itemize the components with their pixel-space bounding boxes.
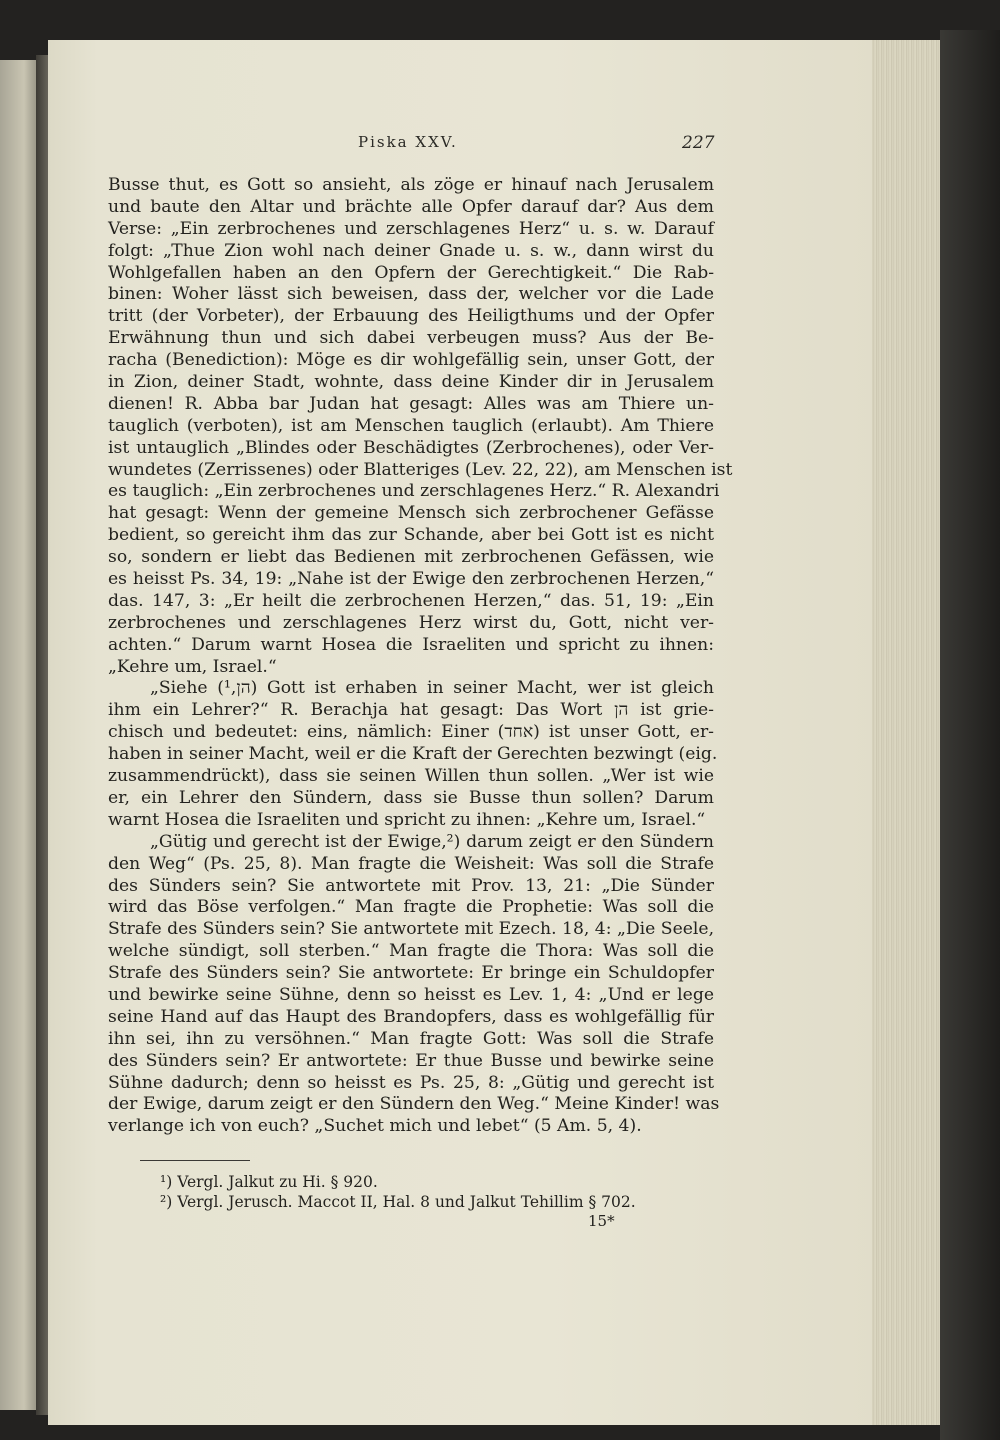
- text-line: ihm ein Lehrer?“ R. Berachja hat gesagt: Das Wort הן ist grie-: [108, 700, 714, 721]
- text-line: bedient, so gereicht ihm das zur Schande, aber bei Gott ist es nicht: [108, 525, 714, 546]
- body-text: [108, 175, 733, 1138]
- text-line: und bewirke seine Sühne, denn so heisst es Lev. 1, 4: „Und er lege: [108, 984, 714, 1005]
- text-line: welche sündigt, soll sterben.“ Man fragte die Thora: Was soll die: [108, 941, 714, 962]
- footnotes: [160, 1172, 636, 1212]
- text-line: „Gütig und gerecht ist der Ewige,²) darum zeigt er den Sündern: [150, 831, 714, 852]
- text-line: es tauglich: „Ein zerbrochenes und zerschlagenes Herz.“ R. Alexandri: [108, 481, 720, 502]
- text-line: binen: Woher lässt sich beweisen, dass der, welcher vor die Lade: [108, 284, 714, 305]
- text-line: seine Hand auf das Haupt des Brandopfers, dass es wohlgefällig für: [108, 1006, 714, 1027]
- footnote: ¹) Vergl. Jalkut zu Hi. § 920.: [160, 1173, 378, 1191]
- text-line: es heisst Ps. 34, 19: „Nahe ist der Ewige den zerbrochenen Herzen,“: [108, 569, 714, 590]
- text-line: und baute den Altar und brächte alle Opfer darauf dar? Aus dem: [108, 196, 714, 217]
- text-line: zerbrochenes und zerschlagenes Herz wirst du, Gott, nicht ver-: [108, 612, 714, 633]
- footnote-rule: [140, 1160, 250, 1161]
- text-line: folgt: „Thue Zion wohl nach deiner Gnade u. s. w., dann wirst du: [108, 240, 714, 261]
- text-line: er, ein Lehrer den Sündern, dass sie Busse thun sollen? Darum: [108, 787, 714, 808]
- text-line: Strafe des Sünders sein? Sie antwortete mit Ezech. 18, 4: „Die Seele,: [108, 919, 715, 940]
- text-line: hat gesagt: Wenn der gemeine Mensch sich zerbrochener Gefässe: [108, 503, 714, 524]
- text-line: Wohlgefallen haben an den Opfern der Gerechtigkeit.“ Die Rab-: [108, 262, 714, 283]
- book-cover-edge: [940, 30, 1000, 1440]
- text-line: Verse: „Ein zerbrochenes und zerschlagenes Herz“ u. s. w. Darauf: [108, 218, 714, 239]
- text-line: tauglich (verboten), ist am Menschen tauglich (erlaubt). Am Thiere: [108, 415, 714, 436]
- running-head: Piska XXV.: [358, 133, 458, 151]
- footnote: ²) Vergl. Jerusch. Maccot II, Hal. 8 und Jalkut Tehillim § 702.: [160, 1193, 636, 1211]
- text-line: verlange ich von euch? „Suchet mich und lebet“ (5 Am. 5, 4).: [108, 1116, 642, 1137]
- text-line: „Siehe (הן,¹) Gott ist erhaben in seiner Macht, wer ist gleich: [150, 678, 714, 699]
- text-line: den Weg“ (Ps. 25, 8). Man fragte die Weisheit: Was soll die Strafe: [108, 853, 714, 874]
- text-line: haben in seiner Macht, weil er die Kraft der Gerechten bezwingt (eig.: [108, 744, 718, 765]
- text-line: ist untauglich „Blindes oder Beschädigtes (Zerbrochenes), oder Ver-: [108, 437, 714, 458]
- text-line: racha (Benediction): Möge es dir wohlgefällig sein, unser Gott, der: [108, 350, 714, 371]
- text-line: das. 147, 3: „Er heilt die zerbrochenen Herzen,“ das. 51, 19: „Ein: [108, 590, 714, 611]
- page-fore-edge: [872, 40, 942, 1425]
- text-line: des Sünders sein? Er antwortete: Er thue Busse und bewirke seine: [108, 1050, 714, 1071]
- text-line: tritt (der Vorbeter), der Erbauung des Heiligthums und der Opfer: [108, 306, 714, 327]
- text-line: Busse thut, es Gott so ansieht, als zöge er hinauf nach Jerusalem: [108, 175, 714, 195]
- text-line: so, sondern er liebt das Bedienen mit zerbrochenen Gefässen, wie: [108, 547, 714, 568]
- text-line: chisch und bedeutet: eins, nämlich: Einer (אחד) ist unser Gott, er-: [108, 722, 714, 743]
- text-line: wird das Böse verfolgen.“ Man fragte die Prophetie: Was soll die: [108, 897, 714, 918]
- signature-mark: 15*: [588, 1212, 615, 1230]
- text-line: achten.“ Darum warnt Hosea die Israeliten und spricht zu ihnen:: [108, 634, 714, 655]
- text-line: Strafe des Sünders sein? Sie antwortete: Er bringe ein Schuldopfer: [108, 963, 714, 984]
- left-page-edge: [0, 60, 40, 1410]
- text-line: warnt Hosea die Israeliten und spricht zu ihnen: „Kehre um, Israel.“: [108, 809, 706, 830]
- text-line: der Ewige, darum zeigt er den Sündern den Weg.“ Meine Kinder! was: [108, 1094, 720, 1115]
- text-line: „Kehre um, Israel.“: [108, 656, 277, 677]
- text-line: ihn sei, ihn zu versöhnen.“ Man fragte Gott: Was soll die Strafe: [108, 1028, 714, 1049]
- text-line: Sühne dadurch; denn so heisst es Ps. 25, 8: „Gütig und gerecht ist: [108, 1072, 714, 1093]
- text-line: dienen! R. Abba bar Judan hat gesagt: Alles was am Thiere un-: [108, 393, 714, 414]
- text-line: wundetes (Zerrissenes) oder Blatteriges (Lev. 22, 22), am Menschen ist: [108, 459, 733, 480]
- text-line: zusammendrückt), dass sie seinen Willen thun sollen. „Wer ist wie: [108, 766, 714, 787]
- page-number: 227: [682, 133, 715, 153]
- text-line: des Sünders sein? Sie antwortete mit Prov. 13, 21: „Die Sünder: [108, 875, 714, 896]
- text-line: in Zion, deiner Stadt, wohnte, dass deine Kinder dir in Jerusalem: [108, 372, 714, 393]
- text-line: Erwähnung thun und sich dabei verbeugen muss? Aus der Be-: [108, 328, 714, 349]
